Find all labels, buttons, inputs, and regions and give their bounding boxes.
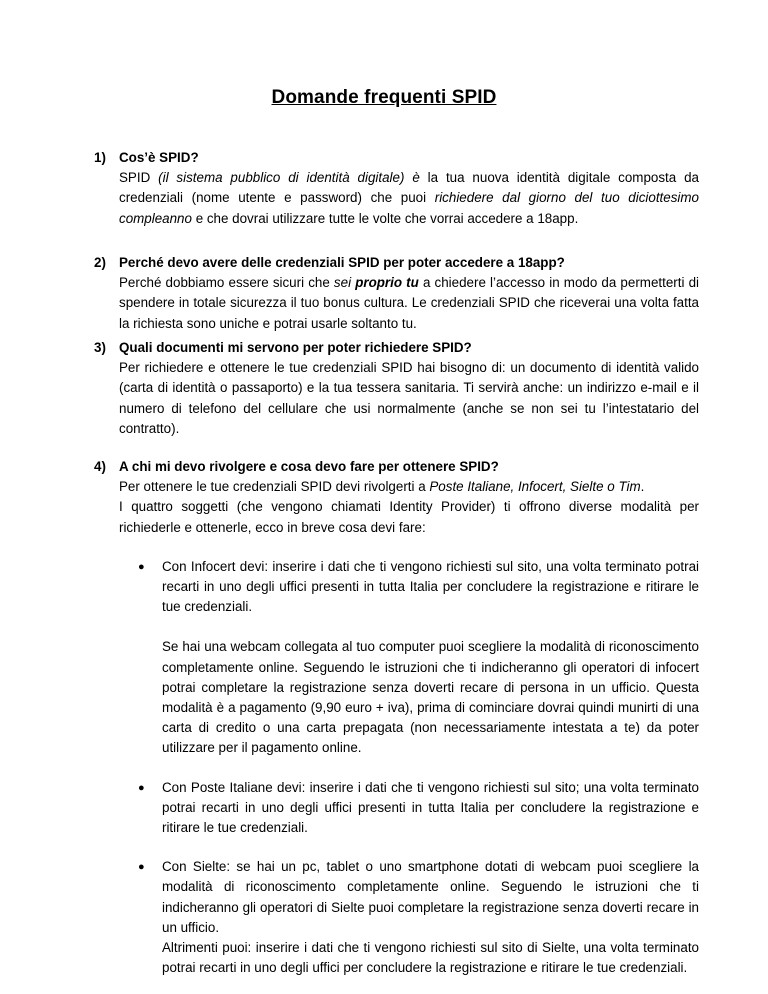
faq-answer-4 xyxy=(119,477,699,978)
list-paragraph: Se hai una webcam collegata al tuo computer puoi scegliere la modalità di riconoscimento completamente online. Seguendo le istruzioni che ti indicheranno gli operatori di infocert potrai completare la registrazione senza doverti recare di persona in un ufficio. Questa modalità è a pagamento (9,90 euro + iva), prima di cominciare dovrai quindi munirti di una carta di credito o una carta prepagata (non necessariamente intestata a te) da poter utilizzare per il pagamento online. xyxy=(162,639,699,756)
answer-paragraph: I quattro soggetti (che vengono chiamati Identity Provider) ti offrono diverse modalità per richiederle e ottenerle, ecco in breve cosa devi fare: xyxy=(119,499,699,535)
question-number: 4) xyxy=(94,459,106,474)
list-item-body xyxy=(162,778,699,839)
bullet-icon: ● xyxy=(138,861,145,874)
answer-text: e che dovrai utilizzare tutte le volte che vorrai accedere a 18app. xyxy=(191,210,579,226)
question-number: 2) xyxy=(94,255,106,270)
answer-paragraph xyxy=(119,477,699,497)
faq-question-3 xyxy=(94,338,699,358)
faq-item-2 xyxy=(94,253,699,334)
answer-text: a chiedere l’accesso in modo da permetterti di spendere in totale sicurezza il tuo bonus cultura. Le credenziali SPID che riceverai una volta fatta la richiesta sono uniche e potrai usarle soltanto tu. xyxy=(119,275,699,331)
faq-item-4 xyxy=(94,457,699,978)
list-paragraph: Con Poste Italiane devi: inserire i dati che ti vengono richiesti sul sito; una volta terminato potrai recarti in uno degli uffici presenti in tutta Italia per concludere la registrazione e ritirare le tue credenziali. xyxy=(162,779,699,836)
answer-emphasis: richiedere dal giorno del tuo diciottesimo compleanno xyxy=(119,190,699,226)
answer-text: la tua nuova identità digitale composta da credenziali (nome utente e password) che puoi xyxy=(119,170,699,206)
answer-paragraph xyxy=(119,168,699,229)
faq-answer-3 xyxy=(119,358,699,439)
list-paragraph: Con Infocert devi: inserire i dati che ti vengono richiesti sul sito, una volta terminato potrai recarti in uno degli uffici presenti in tutta Italia per concludere la registrazione e ritirare le tue credenziali. xyxy=(162,558,699,615)
answer-paragraph: Per richiedere e ottenere le tue credenziali SPID hai bisogno di: un documento di identità valido (carta di identità o passaporto) e la tua tessera sanitaria. Ti servirà anche: un indirizzo e-mail e il numero di telefono del cellulare che usi normalmente (anche se non sei tu l’intestatario del contratto). xyxy=(119,360,699,436)
answer-paragraph xyxy=(119,273,699,334)
bullet-icon: ● xyxy=(138,560,145,573)
answer-text: Perché dobbiamo essere sicuri che xyxy=(119,275,334,291)
answer-strong-emphasis: proprio tu xyxy=(355,275,419,291)
list-item-body xyxy=(162,557,699,759)
faq-question-4 xyxy=(94,457,699,477)
answer-emphasis: Poste Italiane, Infocert, Sielte o Tim xyxy=(429,479,641,495)
faq-item-3 xyxy=(94,338,699,439)
answer-text: . xyxy=(640,479,645,495)
page-title: Domande frequenti SPID xyxy=(271,87,497,108)
question-text: A chi mi devo rivolgere e cosa devo fare per ottenere SPID? xyxy=(119,459,499,474)
list-item-body xyxy=(162,857,699,978)
list-paragraph: Altrimenti puoi: inserire i dati che ti vengono richiesti sul sito di Sielte, una volta terminato potrai recarti in uno degli uffici per concludere la registrazione e ritirare le tue credenziali. xyxy=(162,940,699,976)
faq-answer-2 xyxy=(119,273,699,334)
answer-text: SPID xyxy=(119,170,159,186)
question-number: 3) xyxy=(94,340,106,355)
list-item-infocert xyxy=(119,557,699,759)
answer-emphasis: (il sistema pubblico di identità digitale) è xyxy=(158,170,420,186)
question-text: Perché devo avere delle credenziali SPID per poter accedere a 18app? xyxy=(119,255,565,270)
bullet-icon: ● xyxy=(138,781,145,794)
faq-answer-1 xyxy=(119,168,699,229)
answer-emphasis: sei xyxy=(333,275,352,291)
faq-item-1 xyxy=(94,148,699,229)
faq-question-1 xyxy=(94,148,699,168)
list-paragraph: Con Sielte: se hai un pc, tablet o uno smartphone dotati di webcam puoi scegliere la modalità di riconoscimento completamente online. Seguendo le istruzioni che ti indicheranno gli operatori di Sielte puoi completare la registrazione senza doverti recare in un ufficio. xyxy=(162,859,699,935)
question-text: Quali documenti mi servono per poter richiedere SPID? xyxy=(119,340,472,355)
provider-list xyxy=(119,557,699,979)
question-number: 1) xyxy=(94,150,106,165)
answer-text: Per ottenere le tue credenziali SPID devi rivolgerti a xyxy=(119,479,430,495)
question-text: Cos’è SPID? xyxy=(119,150,199,165)
list-item-sielte xyxy=(119,857,699,978)
list-item-poste-italiane xyxy=(119,778,699,839)
faq-question-2 xyxy=(94,253,699,273)
